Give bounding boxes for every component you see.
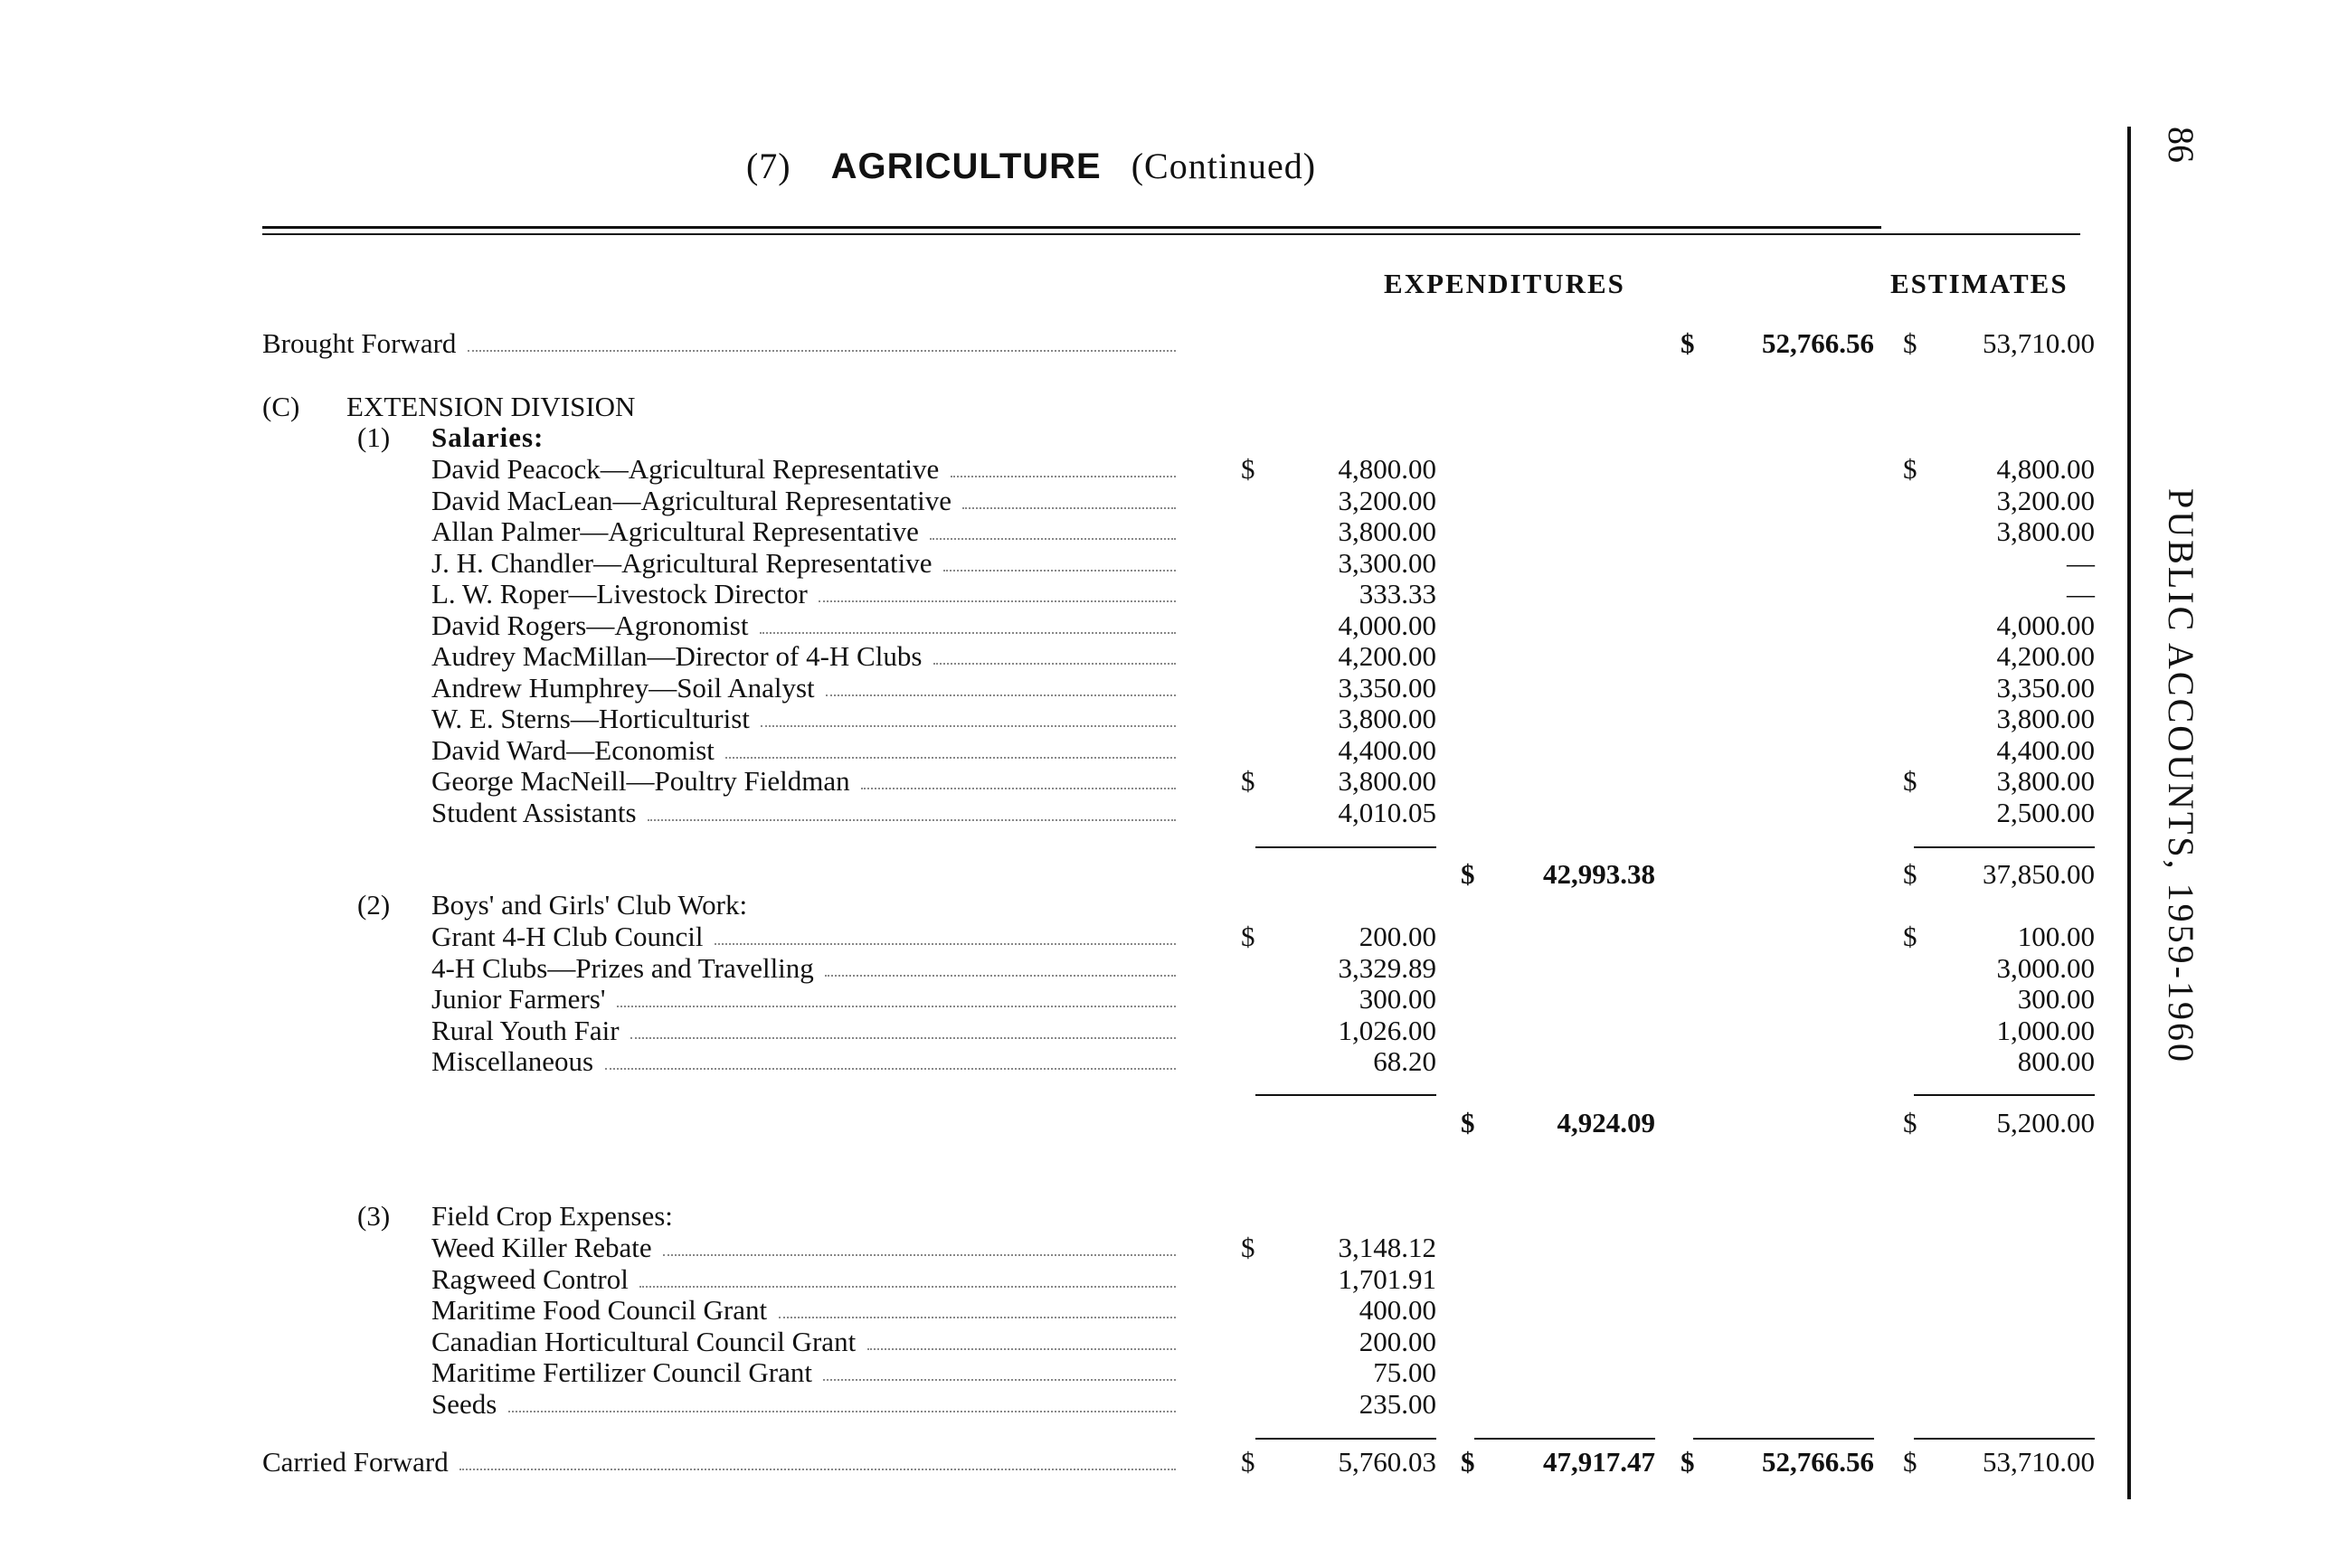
salary-8-label-leader	[761, 725, 1176, 727]
salary-3-estimate: —	[2067, 547, 2095, 579]
salary-8-label	[431, 704, 750, 734]
salaries-total-estimate: 37,850.00	[1983, 858, 2095, 890]
clubs-number-row	[0, 890, 2116, 921]
salary-4-label-text: L. W. Roper—Livestock Director	[431, 578, 808, 609]
title-rule-bottom	[262, 233, 2080, 235]
division-name: EXTENSION DIVISION	[346, 391, 636, 422]
salary-9-expenditure: 4,400.00	[1338, 734, 1436, 766]
clubs-subtotal-rule	[1255, 1094, 1436, 1096]
salary-9-label-leader	[725, 757, 1176, 759]
crop-2-expenditure: 400.00	[1359, 1294, 1436, 1326]
salary-4-expenditure: 333.33	[1359, 578, 1436, 609]
carried-forward-label	[262, 1447, 449, 1478]
salary-2-estimate: 3,800.00	[1996, 515, 2095, 547]
section-number: (7)	[745, 146, 791, 186]
club-0-estimate: 100.00	[2017, 921, 2095, 952]
brought-forward-label-row	[0, 328, 2116, 359]
salary-2-label-text: Allan Palmer—Agricultural Representative	[431, 515, 919, 547]
salary-0-estimate: 4,800.00	[1996, 453, 2095, 485]
salary-0-label	[431, 454, 939, 485]
salary-1-label	[431, 486, 951, 516]
club-3-label-leader	[630, 1037, 1176, 1039]
salary-4-label	[431, 579, 808, 609]
salary-8-label-row	[0, 704, 2116, 734]
crop-4-label-text: Maritime Fertilizer Council Grant	[431, 1356, 812, 1388]
carried-forward-c3-currency: $	[1680, 1446, 1695, 1478]
salary-6-label	[431, 641, 922, 672]
clubs-total-expenditure-currency: $	[1461, 1107, 1475, 1138]
salaries-total-expenditure-currency: $	[1461, 858, 1475, 890]
salary-2-label-row	[0, 516, 2116, 547]
crop-2-label	[431, 1295, 767, 1326]
club-2-label-leader	[617, 1006, 1176, 1007]
crop-0-label-row	[0, 1233, 2116, 1263]
salary-3-label	[431, 548, 933, 579]
page-title	[0, 145, 2062, 187]
clubs-total-expenditure: 4,924.09	[1557, 1107, 1655, 1138]
carried-rule-2	[1474, 1438, 1655, 1440]
club-0-expenditure: 200.00	[1359, 921, 1436, 952]
salaries-number	[357, 422, 390, 453]
club-0-label	[431, 921, 704, 952]
crop-3-label	[431, 1327, 856, 1357]
salary-7-label-leader	[826, 694, 1176, 696]
salaries-heading: Salaries:	[431, 421, 544, 453]
club-4-label-leader	[605, 1068, 1176, 1070]
crop-3-expenditure: 200.00	[1359, 1326, 1436, 1357]
page-number: 86	[2161, 127, 2201, 163]
clubs-number-text: (2)	[357, 889, 391, 921]
salary-1-label-leader	[962, 507, 1176, 509]
salary-11-label	[431, 798, 637, 828]
club-3-estimate: 1,000.00	[1996, 1015, 2095, 1046]
club-2-estimate: 300.00	[2017, 983, 2095, 1015]
salary-11-label-row	[0, 798, 2116, 828]
salary-0-expenditure-currency: $	[1241, 453, 1255, 485]
salary-1-label-row	[0, 486, 2116, 516]
crop-0-label-text: Weed Killer Rebate	[431, 1232, 652, 1263]
salary-0-expenditure: 4,800.00	[1338, 453, 1436, 485]
salary-0-label-leader	[951, 476, 1176, 477]
crop-5-label	[431, 1389, 497, 1420]
salary-7-expenditure: 3,350.00	[1338, 672, 1436, 704]
crop-4-label	[431, 1357, 812, 1388]
brought-forward-estimate: 53,710.00	[1983, 327, 2095, 359]
club-0-label-leader	[715, 943, 1176, 945]
salary-5-estimate: 4,000.00	[1996, 609, 2095, 641]
salary-6-estimate: 4,200.00	[1996, 640, 2095, 672]
carried-forward-c3: 52,766.56	[1762, 1446, 1874, 1478]
salary-9-label-text: David Ward—Economist	[431, 734, 715, 766]
club-1-expenditure: 3,329.89	[1338, 952, 1436, 984]
salary-11-estimate: 2,500.00	[1996, 797, 2095, 828]
club-2-label-row	[0, 984, 2116, 1015]
salaries-total-estimate-currency: $	[1903, 858, 1917, 890]
crop-1-label-text: Ragweed Control	[431, 1263, 629, 1295]
salary-1-expenditure: 3,200.00	[1338, 485, 1436, 516]
salary-10-label-row	[0, 766, 2116, 797]
crop-3-label-leader	[867, 1348, 1176, 1350]
crop-1-label	[431, 1264, 629, 1295]
salary-8-expenditure: 3,800.00	[1338, 703, 1436, 734]
club-1-estimate: 3,000.00	[1996, 952, 2095, 984]
salary-0-label-text: David Peacock—Agricultural Representative	[431, 453, 940, 485]
brought-forward-expenditure: 52,766.56	[1762, 327, 1874, 359]
brought-forward-estimate-currency: $	[1903, 327, 1917, 359]
club-4-expenditure: 68.20	[1373, 1045, 1436, 1077]
crop-5-label-leader	[508, 1411, 1176, 1412]
club-1-label	[431, 953, 814, 984]
salary-9-label	[431, 735, 715, 766]
club-4-estimate: 800.00	[2017, 1045, 2095, 1077]
crop-2-label-row	[0, 1295, 2116, 1326]
salary-4-label-leader	[819, 600, 1176, 602]
crop-2-label-leader	[779, 1317, 1176, 1318]
club-4-label	[431, 1046, 593, 1077]
clubs-heading: Boys' and Girls' Club Work:	[431, 889, 748, 921]
brought-forward-expenditure-currency: $	[1680, 327, 1695, 359]
salaries-total-expenditure: 42,993.38	[1543, 858, 1655, 890]
salary-7-label-text: Andrew Humphrey—Soil Analyst	[431, 672, 815, 704]
salary-10-estimate: 3,800.00	[1996, 765, 2095, 797]
estimates-header: ESTIMATES	[1890, 268, 2069, 299]
salary-5-label	[431, 610, 748, 641]
club-1-label-leader	[825, 975, 1176, 977]
salary-10-label-text: George MacNeill—Poultry Fieldman	[431, 765, 850, 797]
salary-3-label-text: J. H. Chandler—Agricultural Representative	[431, 547, 933, 579]
title-rule-top	[262, 226, 1881, 229]
crop-3-label-row	[0, 1327, 2116, 1357]
club-1-label-row	[0, 953, 2116, 984]
carried-rule-3	[1693, 1438, 1874, 1440]
crops-heading: Field Crop Expenses:	[431, 1200, 673, 1232]
clubs-total-row	[0, 1108, 2116, 1138]
salary-5-label-text: David Rogers—Agronomist	[431, 609, 749, 641]
crop-1-label-leader	[639, 1286, 1176, 1288]
club-0-estimate-currency: $	[1903, 921, 1917, 952]
salary-6-expenditure: 4,200.00	[1338, 640, 1436, 672]
club-2-expenditure: 300.00	[1359, 983, 1436, 1015]
salary-2-expenditure: 3,800.00	[1338, 515, 1436, 547]
salary-3-label-leader	[943, 570, 1176, 571]
salary-5-label-leader	[760, 632, 1176, 634]
salary-7-label-row	[0, 673, 2116, 704]
carried-rule-4	[1914, 1438, 2095, 1440]
salary-5-label-row	[0, 610, 2116, 641]
carried-forward-label-row	[0, 1447, 2116, 1478]
salary-3-label-row	[0, 548, 2116, 579]
crops-number-row	[0, 1201, 2116, 1232]
salary-10-estimate-currency: $	[1903, 765, 1917, 797]
club-0-label-row	[0, 921, 2116, 952]
club-3-label-row	[0, 1015, 2116, 1046]
club-2-label-text: Junior Farmers'	[431, 983, 606, 1015]
salaries-subtotal-rule	[1255, 846, 1436, 848]
club-4-label-text: Miscellaneous	[431, 1045, 594, 1077]
salary-1-estimate: 3,200.00	[1996, 485, 2095, 516]
club-0-expenditure-currency: $	[1241, 921, 1255, 952]
salaries-total-row	[0, 859, 2116, 890]
crop-1-expenditure: 1,701.91	[1338, 1263, 1436, 1295]
club-1-label-text: 4-H Clubs—Prizes and Travelling	[431, 952, 814, 984]
division-code-row	[0, 392, 2116, 422]
salary-4-label-row	[0, 579, 2116, 609]
salary-8-label-text: W. E. Sterns—Horticulturist	[431, 703, 750, 734]
crop-4-expenditure: 75.00	[1373, 1356, 1436, 1388]
clubs-total-estimate: 5,200.00	[1996, 1107, 2095, 1138]
salary-10-expenditure: 3,800.00	[1338, 765, 1436, 797]
salary-3-expenditure: 3,300.00	[1338, 547, 1436, 579]
running-title: PUBLIC ACCOUNTS, 1959-1960	[2161, 488, 2201, 1064]
salary-10-expenditure-currency: $	[1241, 765, 1255, 797]
salary-5-expenditure: 4,000.00	[1338, 609, 1436, 641]
club-3-expenditure: 1,026.00	[1338, 1015, 1436, 1046]
crop-1-label-row	[0, 1264, 2116, 1295]
crop-0-label	[431, 1233, 652, 1263]
carried-forward-label-leader	[459, 1469, 1176, 1470]
section-subtitle: (Continued)	[1131, 146, 1317, 186]
clubs-estimate-rule	[1914, 1094, 2095, 1096]
salary-11-label-leader	[648, 819, 1176, 821]
crops-number-text: (3)	[357, 1200, 391, 1232]
brought-forward-label-text: Brought Forward	[262, 327, 457, 359]
carried-rule-1	[1255, 1438, 1436, 1440]
crops-number	[357, 1201, 390, 1232]
club-2-label	[431, 984, 605, 1015]
clubs-total-estimate-currency: $	[1903, 1107, 1917, 1138]
carried-forward-c2-currency: $	[1461, 1446, 1475, 1478]
salaries-number-row	[0, 422, 2116, 453]
crop-0-expenditure: 3,148.12	[1338, 1232, 1436, 1263]
carried-forward-c4-currency: $	[1903, 1446, 1917, 1478]
salary-1-label-text: David MacLean—Agricultural Representative	[431, 485, 951, 516]
salary-4-estimate: —	[2067, 578, 2095, 609]
margin-rule	[2127, 127, 2131, 1499]
salary-10-label-leader	[861, 788, 1176, 789]
division-code-text: (C)	[262, 391, 300, 422]
club-3-label	[431, 1015, 620, 1046]
clubs-number	[357, 890, 390, 921]
salary-6-label-row	[0, 641, 2116, 672]
salary-8-estimate: 3,800.00	[1996, 703, 2095, 734]
club-0-label-text: Grant 4-H Club Council	[431, 921, 704, 952]
crop-2-label-text: Maritime Food Council Grant	[431, 1294, 768, 1326]
crop-3-label-text: Canadian Horticultural Council Grant	[431, 1326, 857, 1357]
brought-forward-label	[262, 328, 456, 359]
salaries-estimate-rule	[1914, 846, 2095, 848]
carried-forward-c1-currency: $	[1241, 1446, 1255, 1478]
club-3-label-text: Rural Youth Fair	[431, 1015, 620, 1046]
expenditures-header: EXPENDITURES	[1384, 268, 1625, 299]
crop-0-label-leader	[663, 1254, 1176, 1256]
crop-4-label-leader	[823, 1379, 1176, 1381]
carried-forward-c2: 47,917.47	[1543, 1446, 1655, 1478]
salary-10-label	[431, 766, 850, 797]
salary-7-label	[431, 673, 815, 704]
salary-11-label-text: Student Assistants	[431, 797, 637, 828]
carried-forward-c4: 53,710.00	[1983, 1446, 2095, 1478]
brought-forward-label-leader	[468, 350, 1176, 352]
club-4-label-row	[0, 1046, 2116, 1077]
crop-0-expenditure-currency: $	[1241, 1232, 1255, 1263]
crop-4-label-row	[0, 1357, 2116, 1388]
salary-6-label-leader	[933, 663, 1176, 665]
carried-forward-label-text: Carried Forward	[262, 1446, 449, 1478]
salary-0-label-row	[0, 454, 2116, 485]
salary-0-estimate-currency: $	[1903, 453, 1917, 485]
salary-7-estimate: 3,350.00	[1996, 672, 2095, 704]
crop-5-label-row	[0, 1389, 2116, 1420]
salary-6-label-text: Audrey MacMillan—Director of 4-H Clubs	[431, 640, 923, 672]
salary-9-label-row	[0, 735, 2116, 766]
crop-5-expenditure: 235.00	[1359, 1388, 1436, 1420]
division-code	[262, 392, 299, 422]
salary-2-label	[431, 516, 919, 547]
crop-5-label-text: Seeds	[431, 1388, 497, 1420]
carried-forward-c1: 5,760.03	[1338, 1446, 1436, 1478]
salary-9-estimate: 4,400.00	[1996, 734, 2095, 766]
salary-11-expenditure: 4,010.05	[1338, 797, 1436, 828]
section-title: AGRICULTURE	[830, 146, 1102, 186]
salaries-number-text: (1)	[357, 421, 391, 453]
salary-2-label-leader	[930, 538, 1176, 540]
